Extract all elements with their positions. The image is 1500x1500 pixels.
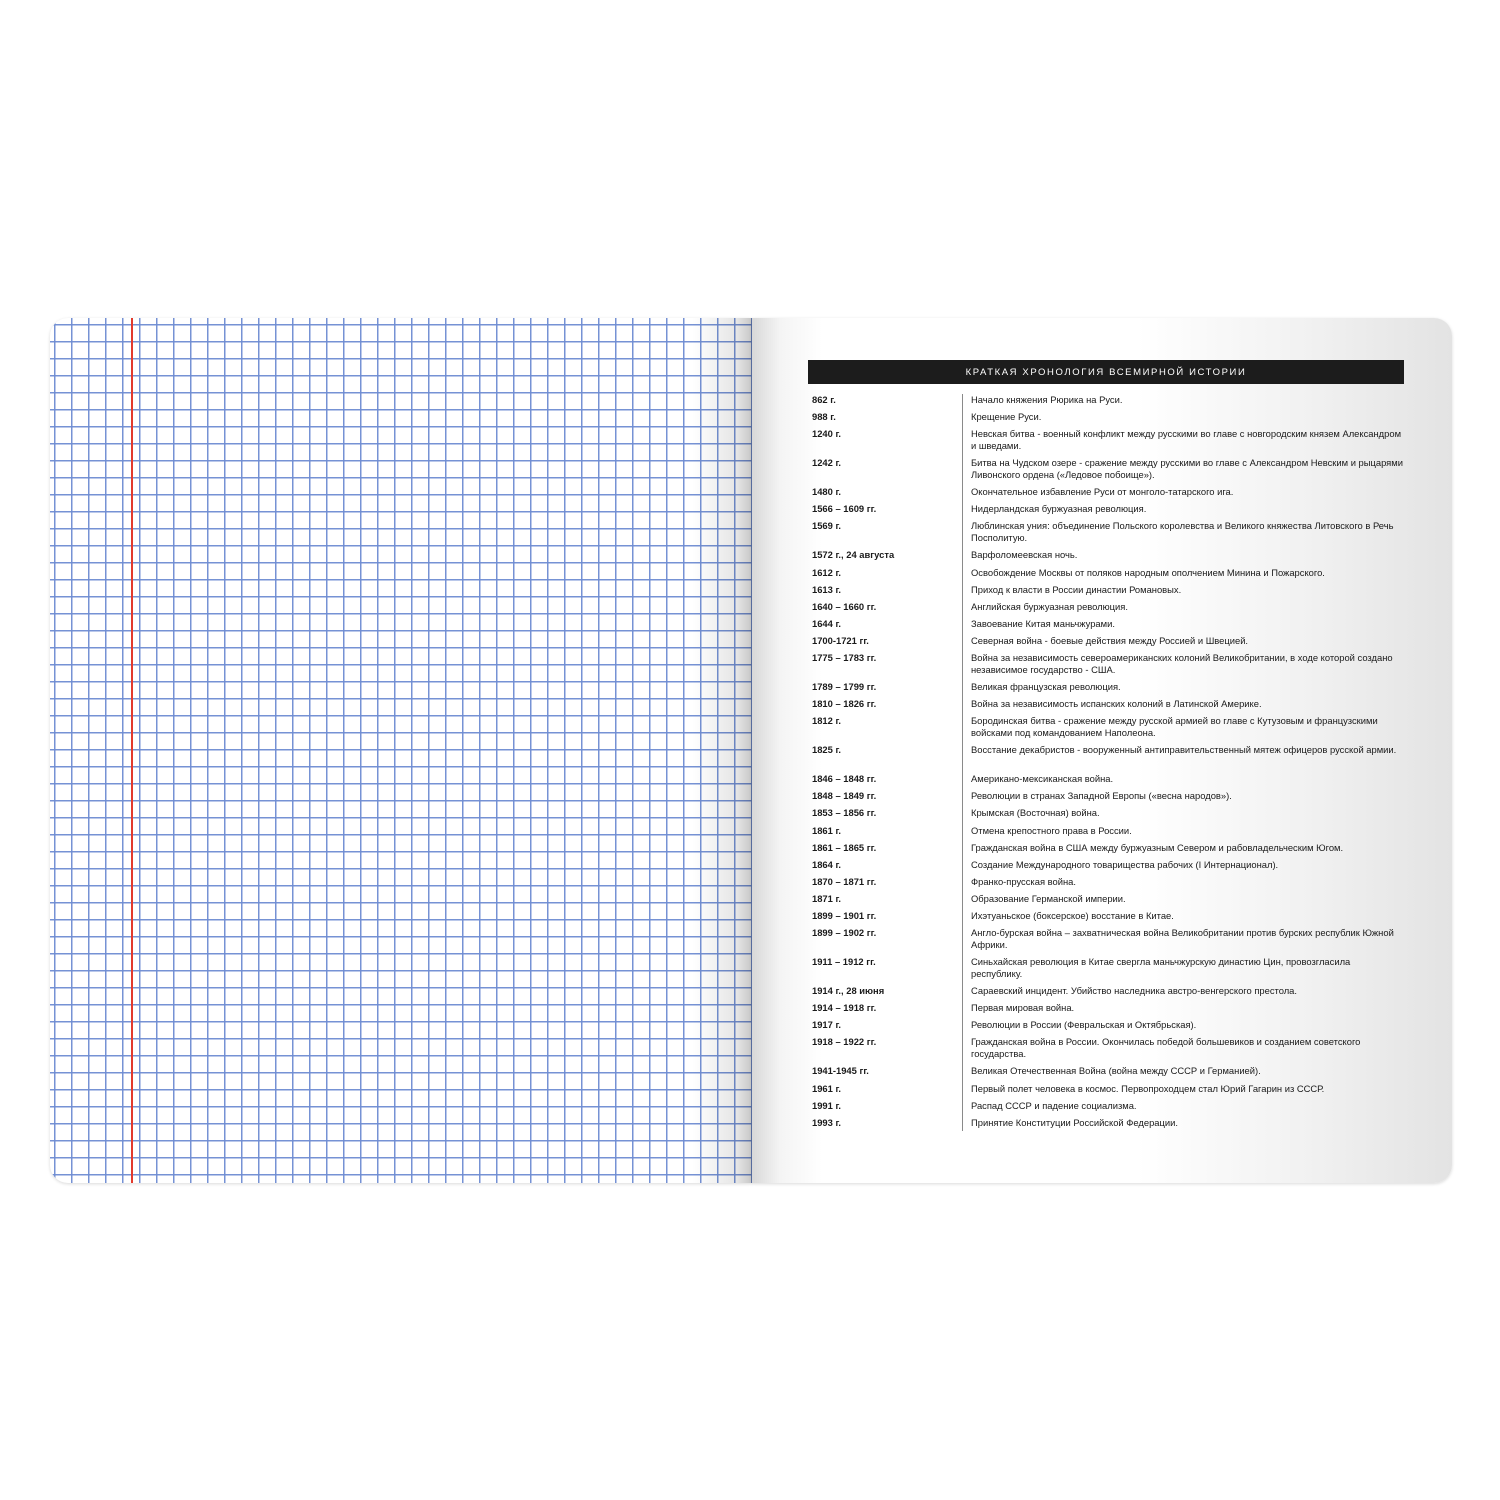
timeline-date: 1240 г. [812, 428, 842, 440]
timeline-event: Великая французская революция. [971, 681, 1121, 692]
timeline-date: 1853 – 1856 гг. [812, 807, 877, 819]
timeline-date: 1242 г. [812, 457, 842, 469]
timeline-date: 1810 – 1826 гг. [812, 698, 877, 710]
timeline-date: 1825 г. [812, 744, 842, 756]
red-margin-line [131, 318, 133, 1183]
timeline-date: 1899 – 1902 гг. [812, 927, 877, 939]
timeline-date: 1846 – 1848 гг. [812, 773, 877, 785]
timeline-event: Война за независимость североамериканских колоний Великобритании, в ходе которой создано независимое государство - США. [971, 652, 1393, 675]
timeline-event: Синьхайская революция в Китае свергла маньчжурскую династию Цин, провозгласила республику. [971, 956, 1351, 979]
timeline-date: 1917 г. [812, 1019, 842, 1031]
timeline-date: 1871 г. [812, 892, 842, 904]
timeline-event: Первая мировая война. [971, 1002, 1075, 1014]
chronology-page [752, 318, 1452, 1183]
column-divider [962, 394, 963, 1131]
timeline-event: Крещение Руси. [971, 411, 1042, 423]
timeline-date: 1918 – 1922 гг. [812, 1036, 877, 1048]
timeline-date: 1914 г., 28 июня [812, 985, 885, 997]
timeline-event: Ихэтуаньское (боксерское) восстание в Китае. [971, 910, 1174, 921]
timeline-date: 1812 г. [812, 715, 842, 727]
timeline-date: 1861 г. [812, 824, 842, 836]
timeline-date: 1644 г. [812, 617, 842, 629]
timeline-event: Принятие Конституции Российской Федерации. [971, 1116, 1178, 1128]
timeline-event: Бородинская битва - сражение между русской армией во главе с Кутузовым и французскими войсками под командованием Наполеона. [971, 715, 1378, 738]
timeline-event: Образование Германской империи. [971, 892, 1126, 904]
timeline-event: Северная война - боевые действия между Россией и Швецией. [971, 634, 1249, 646]
timeline-event: Сараевский инцидент. Убийство наследника австро-венгерского престола. [971, 985, 1297, 997]
timeline-date: 1566 – 1609 гг. [812, 503, 877, 515]
timeline-date: 1864 г. [812, 858, 842, 870]
timeline-event: Окончательное избавление Руси от монголо-татарского ига. [971, 486, 1234, 498]
timeline-event: Освобождение Москвы от поляков народным ополчением Минина и Пожарского. [971, 566, 1325, 578]
timeline-date: 1993 г. [812, 1116, 842, 1128]
timeline-event: Невская битва - военный конфликт между русскими во главе с новгородским князем Александром и шведами. [971, 428, 1402, 451]
timeline-date: 1613 г. [812, 583, 842, 595]
timeline-event: Английская буржуазная революция. [971, 600, 1128, 612]
timeline-event: Американо-мексиканская война. [971, 773, 1114, 785]
timeline-event: Крымская (Восточная) война. [971, 807, 1100, 819]
timeline-event: Люблинская уния: объединение Польского королевства и Великого княжества Литовского в Речь Посполитую. [971, 520, 1394, 543]
timeline-date: 1914 – 1918 гг. [812, 1002, 877, 1014]
timeline-date: 1941-1945 гг. [812, 1065, 869, 1077]
timeline-date: 1480 г. [812, 486, 842, 498]
timeline-date: 1870 – 1871 гг. [812, 875, 877, 887]
timeline-date: 988 г. [812, 411, 836, 423]
timeline-event: Приход к власти в России династии Романовых. [971, 583, 1182, 595]
timeline-date: 1899 – 1901 гг. [812, 910, 877, 921]
timeline-event: Франко-прусская война. [971, 875, 1076, 887]
timeline-date: 1991 г. [812, 1099, 842, 1111]
timeline-event: Революции в странах Западной Европы («весна народов»). [971, 790, 1232, 802]
open-notebook [50, 318, 1452, 1183]
timeline-event: Битва на Чудском озере - сражение между русскими во главе с Александром Невским и рыцарями Ливонского ордена («Ледовое побоище»). [971, 457, 1403, 480]
timeline-event: Война за независимость испанских колоний в Латинской Америке. [971, 698, 1262, 710]
grid-page [50, 318, 752, 1183]
timeline-date: 1640 – 1660 гг. [812, 600, 877, 612]
timeline-date: 1911 – 1912 гг. [812, 956, 876, 968]
page-title: КРАТКАЯ ХРОНОЛОГИЯ ВСЕМИРНОЙ ИСТОРИИ [808, 360, 1404, 384]
timeline-date: 1861 – 1865 гг. [812, 841, 877, 853]
timeline-date: 1848 – 1849 гг. [812, 790, 877, 802]
timeline-event: Отмена крепостного права в России. [971, 824, 1132, 836]
timeline-date: 1612 г. [812, 566, 842, 578]
timeline-date: 1569 г. [812, 520, 842, 532]
timeline-date: 1961 г. [812, 1082, 842, 1094]
timeline-date: 1789 – 1799 гг. [812, 681, 877, 692]
timeline-event: Варфоломеевская ночь. [971, 549, 1078, 561]
timeline-event: Распад СССР и падение социализма. [971, 1099, 1137, 1111]
timeline-event: Великая Отечественная Война (война между СССР и Германией). [971, 1065, 1261, 1077]
timeline-event: Англо-бурская война – захватническая война Великобритании против бурских республик Южной Африки. [971, 927, 1394, 950]
timeline-date: 862 г. [812, 394, 836, 405]
timeline-date: 1775 – 1783 гг. [812, 652, 877, 663]
timeline-date: 1700-1721 гг. [812, 634, 869, 646]
timeline-event: Завоевание Китая маньчжурами. [971, 617, 1115, 629]
timeline-event: Создание Международного товарищества рабочих (I Интернационал). [971, 858, 1279, 870]
timeline-event: Гражданская война в России. Окончилась победой большевиков и созданием советского государства. [971, 1036, 1361, 1059]
timeline-event: Революции в России (Февральская и Октябрьская). [971, 1019, 1197, 1031]
timeline-event: Первый полет человека в космос. Первопроходцем стал Юрий Гагарин из СССР. [971, 1082, 1325, 1094]
timeline-event: Гражданская война в США между буржуазным Севером и рабовладельческим Югом. [971, 841, 1344, 853]
timeline-event: Нидерландская буржуазная революция. [971, 503, 1147, 515]
timeline-event: Начало княжения Рюрика на Руси. [971, 394, 1123, 405]
timeline-date: 1572 г., 24 августа [812, 549, 895, 561]
timeline-event: Восстание декабристов - вооруженный антиправительственный мятеж офицеров русской армии. [971, 744, 1397, 756]
